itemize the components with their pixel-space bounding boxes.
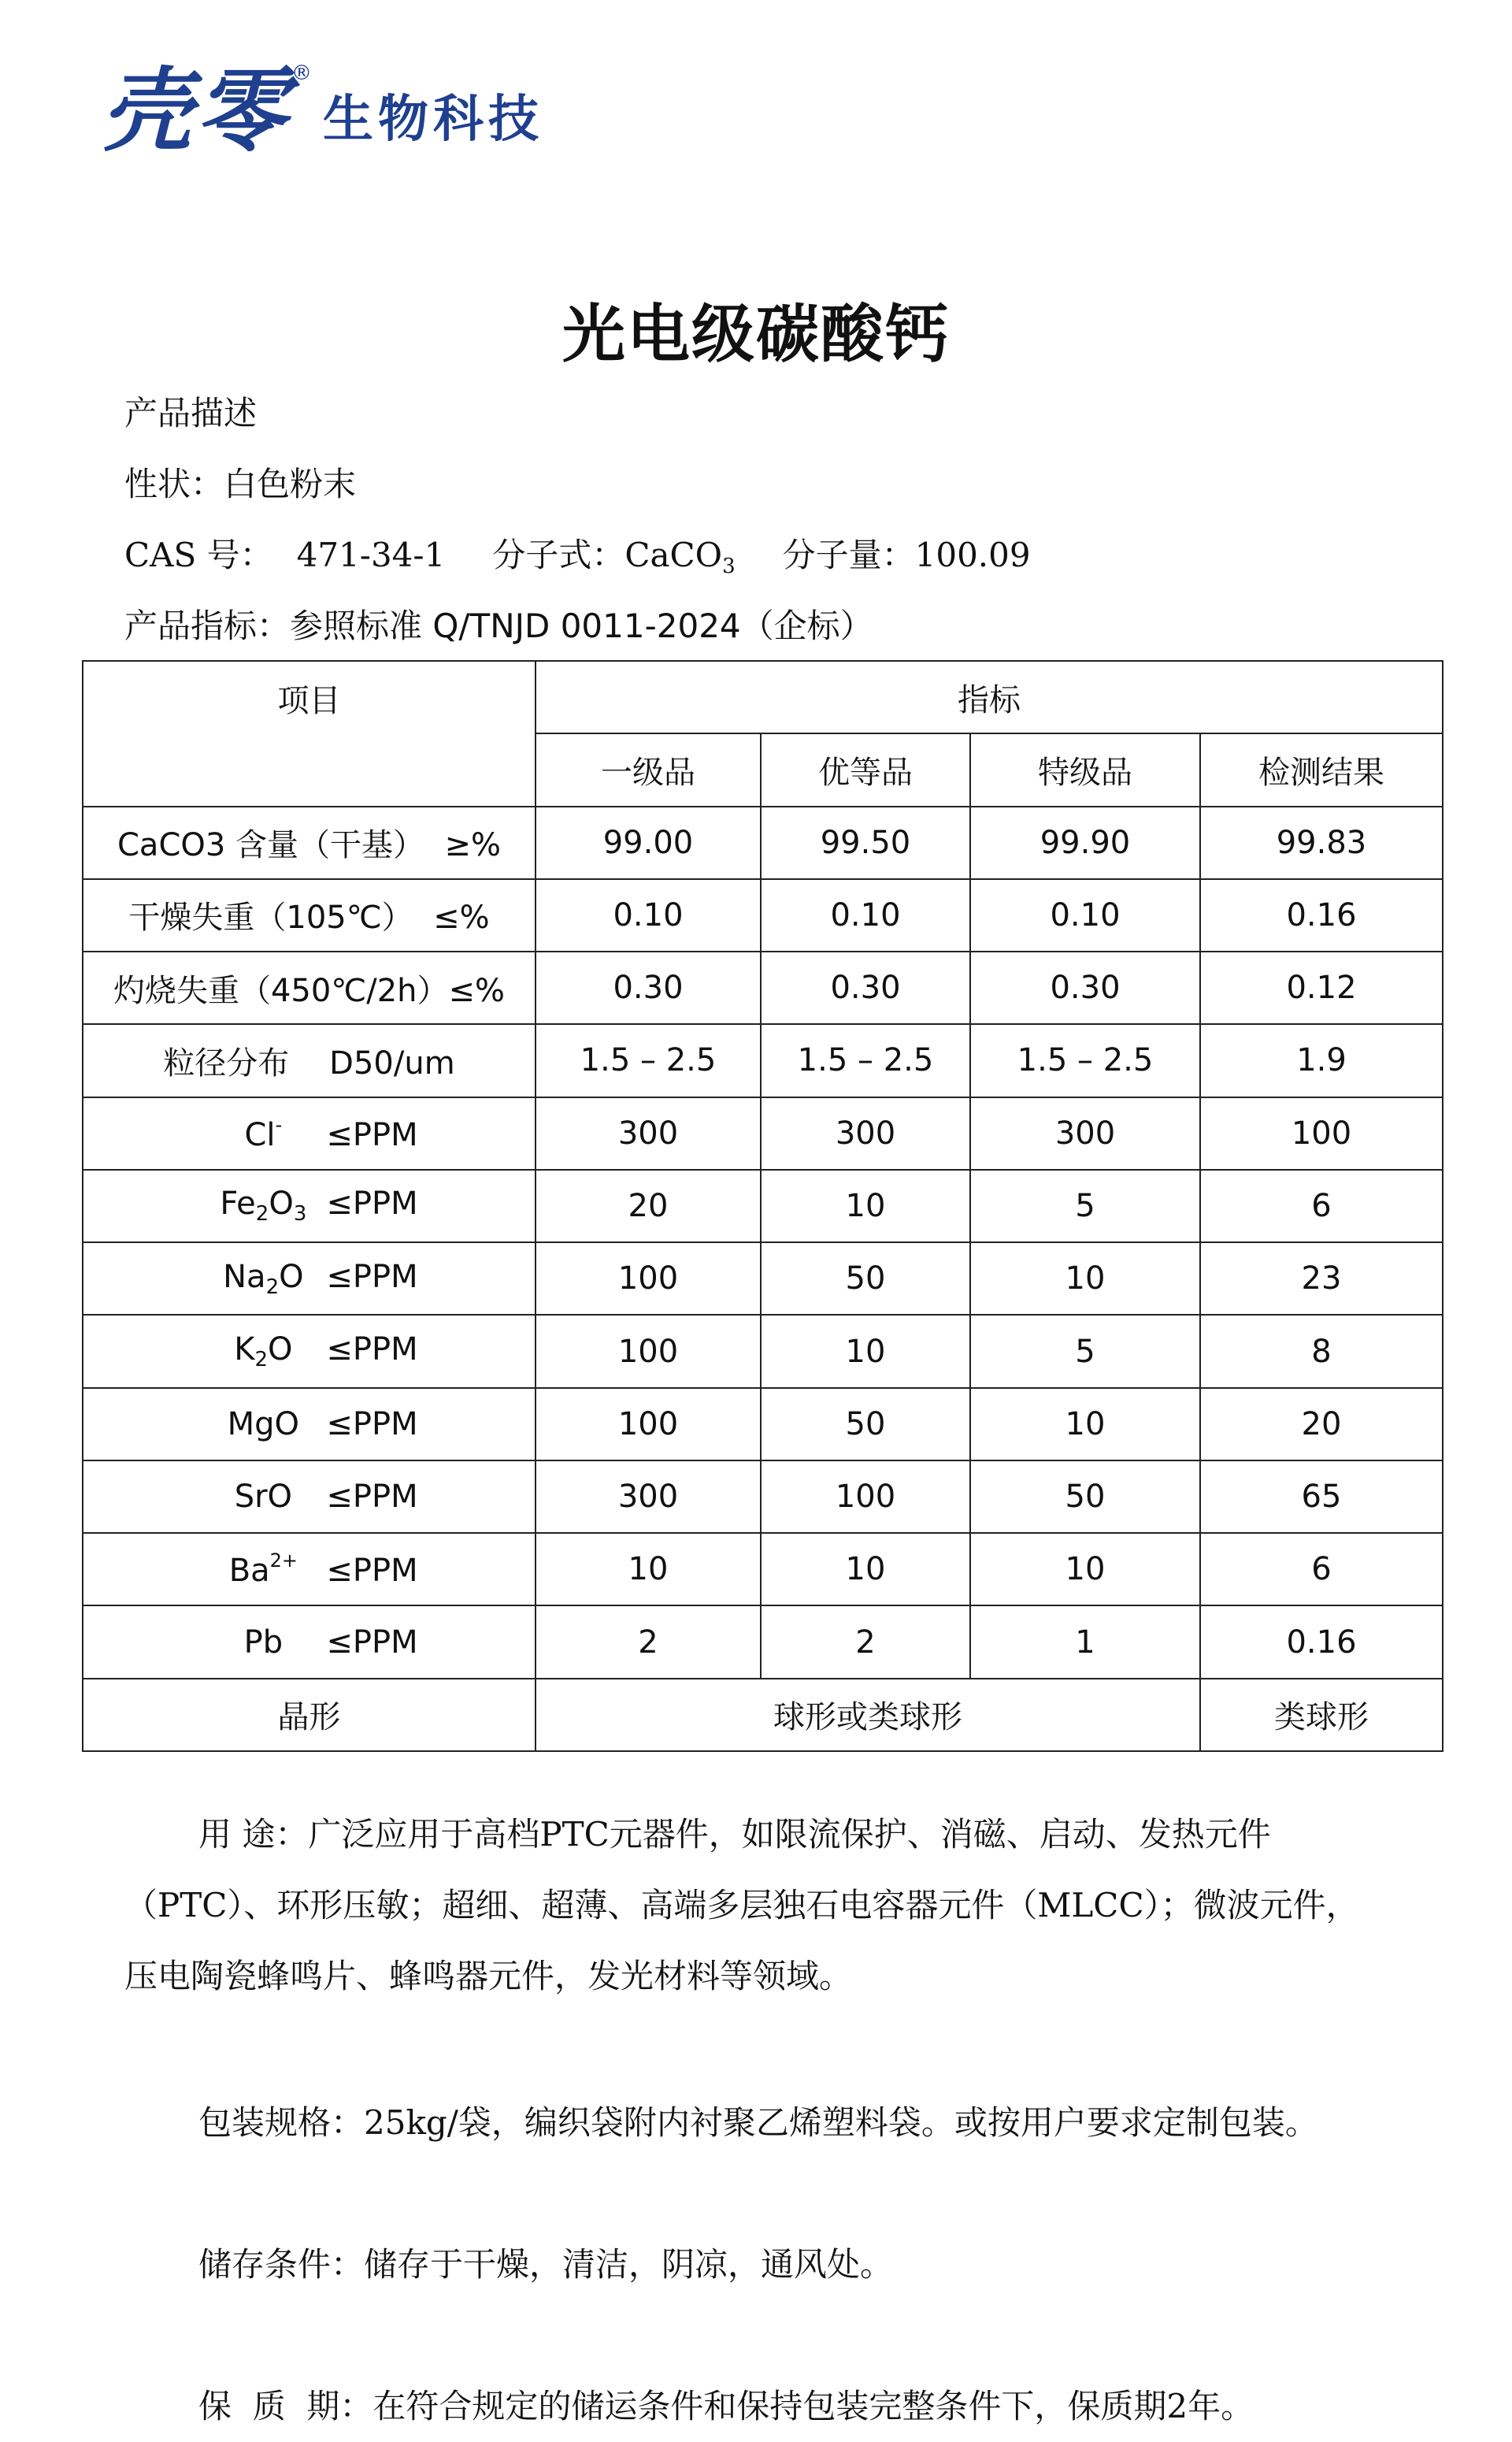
cell: 300 [536,1460,761,1533]
cell: 10 [970,1388,1200,1460]
cas-label: CAS 号： [124,536,273,574]
cell: 10 [536,1533,761,1605]
table-row [83,1679,1443,1751]
company-logo [101,39,543,165]
table-row [83,1315,1443,1387]
cell: 50 [761,1388,970,1460]
cell: 2 [761,1605,970,1678]
table-row [83,1242,1443,1315]
cell: 99.00 [536,807,761,879]
table-row [83,1460,1443,1533]
cell: 0.30 [761,952,970,1024]
row-item: $Na_2O \le PPM$ [83,1242,536,1315]
cas-value: 471-34-1 [296,536,446,574]
table-row [83,1170,1443,1242]
cell: 99.50 [761,807,970,879]
cell: 20 [1200,1388,1443,1460]
cell: 20 [536,1170,761,1242]
cell: 99.90 [970,807,1200,879]
cell: 300 [536,1097,761,1170]
row-item: Pb ≤PPM [83,1605,536,1678]
table-row [83,1605,1443,1678]
cell: 8 [1200,1315,1443,1387]
cell: 100 [761,1460,970,1533]
cell: 0.10 [536,879,761,952]
row-item: SrO ≤PPM [83,1460,536,1533]
cell: 0.30 [970,952,1200,1024]
row-item: CaCO3 含量（干基） ≥% [83,807,536,879]
table-row [83,1388,1443,1460]
appearance-line: 性状：白色粉末 [124,465,357,503]
cell: 10 [761,1533,970,1605]
cell: 300 [761,1097,970,1170]
cell: 6 [1200,1170,1443,1242]
cell: 2 [536,1605,761,1678]
crystal-label: 晶形 [83,1679,536,1751]
row-item: 干燥失重（105℃） ≤% [83,879,536,952]
cell: 0.10 [761,879,970,952]
registered-mark: ® [291,61,312,85]
product-description-label: 产品描述 [124,394,258,432]
cell: 0.30 [536,952,761,1024]
row-item: $Fe_2O_3 \le PPM$ [83,1170,536,1242]
standard-line: 产品指标：参照标准 Q/TNJD 0011-2024（企标） [124,607,873,645]
grade-header: 检测结果 [1200,733,1443,806]
logo-subtitle: 生物科技 [323,91,543,149]
mw-value: 100.09 [914,536,1031,574]
table-row [83,952,1443,1024]
grade-header: 特级品 [970,733,1200,806]
cell: 1.9 [1200,1024,1443,1097]
header-index: 指标 [536,661,1443,733]
row-item: 灼烧失重（450℃/2h）≤% [83,952,536,1024]
cell: 1 [970,1605,1200,1678]
cell: 65 [1200,1460,1443,1533]
formula-label: 分子式： [492,536,625,574]
table-row [83,1097,1443,1170]
mw-label: 分子量： [782,536,915,574]
cell: 10 [970,1242,1200,1315]
table-row [83,1024,1443,1097]
cell: 10 [761,1170,970,1242]
shelf-life-line: 保 质 期：在符合规定的储运条件和保持包装完整条件下，保质期2年。 [198,2387,1254,2425]
logo-brand: 壳零 [101,58,290,165]
row-item: Cl- ≤PPM [83,1097,536,1170]
usage-paragraph: 用 途：广泛应用于高档PTC元器件，如限流保护、消磁、启动、发热元件（PTC）、环形压敏；超细、超薄、高端多层独石电容器元件（MLCC）；微波元件，压电陶瓷蜂鸣片、蜂鸣器元件，发光材料等领域。 [124,1815,1359,1995]
storage-line: 储存条件：储存于干燥，清洁，阴凉，通风处。 [198,2245,894,2284]
cell: 50 [970,1460,1200,1533]
cell: 10 [970,1533,1200,1605]
cell: 0.12 [1200,952,1443,1024]
cell: 10 [761,1315,970,1387]
cell: 100 [1200,1097,1443,1170]
packaging-line: 包装规格：25kg/袋，编织袋附内衬聚乙烯塑料袋。或按用户要求定制包装。 [198,2103,1318,2142]
table-row [83,1533,1443,1605]
header-item: 项目 [83,661,536,807]
grade-header: 一级品 [536,733,761,806]
cell: 23 [1200,1242,1443,1315]
cell: 99.83 [1200,807,1443,879]
cell: 6 [1200,1533,1443,1605]
row-item: MgO ≤PPM [83,1388,536,1460]
cas-line [124,529,1031,578]
row-item: $Ba^{2+} \le PPM$ [83,1533,536,1605]
cell: 1.5 – 2.5 [761,1024,970,1097]
cell: 300 [970,1097,1200,1170]
cell: 0.16 [1200,879,1443,952]
cell: 100 [536,1315,761,1387]
cell: 5 [970,1315,1200,1387]
table-row [83,807,1443,879]
cell: 1.5 – 2.5 [536,1024,761,1097]
row-item: 粒径分布 D50/um [83,1024,536,1097]
cell: 100 [536,1388,761,1460]
cell: 5 [970,1170,1200,1242]
crystal-result: 类球形 [1200,1679,1443,1751]
crystal-spec: 球形或类球形 [536,1679,1200,1751]
cell: 1.5 – 2.5 [970,1024,1200,1097]
cell: 0.16 [1200,1605,1443,1678]
cell: 50 [761,1242,970,1315]
spec-table [82,660,1443,1752]
grade-header: 优等品 [761,733,970,806]
cell: 0.10 [970,879,1200,952]
formula-value: CaCO$_3$ [624,536,736,578]
cell: 100 [536,1242,761,1315]
page-title: 光电级碳酸钙 [562,298,950,371]
row-item: $K_2O \le PPM$ [83,1315,536,1387]
table-row [83,879,1443,952]
